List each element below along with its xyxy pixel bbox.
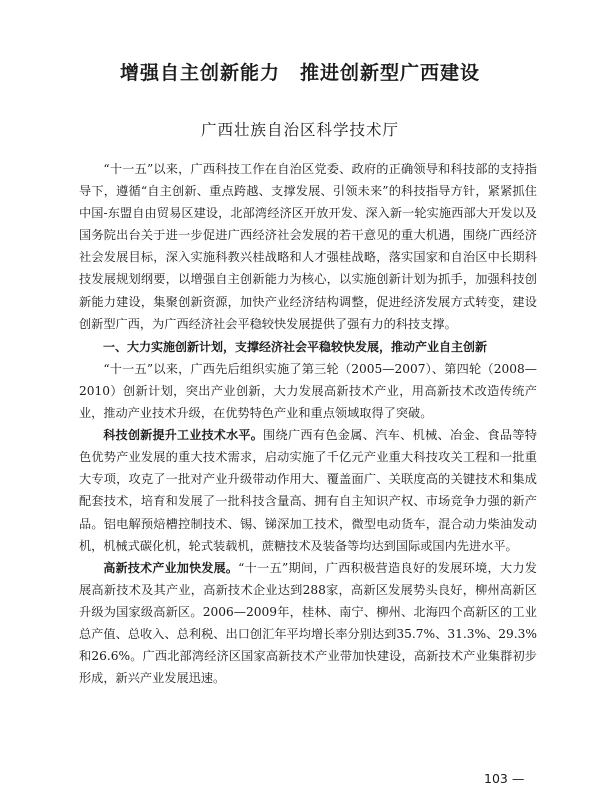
paragraph-lead: 高新技术产业加快发展。 <box>103 560 239 575</box>
body-paragraph: “十一五”以来，广西先后组织实施了第三轮（2005—2007）、第四轮（2008—2010）创新计划，突出产业创新，大力发展高新技术产业，用高新技术改造传统产业，推动产业技术升级，在优势特色产业和重点领域取得了突破。 <box>79 361 537 421</box>
article-body <box>79 158 537 689</box>
body-paragraph <box>79 557 537 690</box>
author-organization: 广西壮族自治区科学技术厅 <box>200 121 399 139</box>
article-title: 增强自主创新能力 推进创新型广西建设 <box>119 62 480 84</box>
paragraph-text: “十一五”期间，广西积极营造良好的发展环境，大力发展高新技术及其产业，高新技术企业达到288家，高新区发展势头良好，柳州高新区升级为国家级高新区。2006—2009年，桂林、南宁、柳州、北海四个高新区的工业总产值、总收入、总利税、出口创汇年平均增长率分别达到35.7%、31.3%、29.3%和26.6%。广西北部湾经济区国家高新技术产业带加快建设，高新技术产业集群初步形成，新兴产业发展迅速。 <box>79 560 537 686</box>
paragraph-text: 围绕广西有色金属、汽车、机械、冶金、食品等特色优势产业发展的重大技术需求，启动实施了千亿元产业重大科技攻关工程和一批重大专项，攻克了一批对产业升级带动作用大、覆盖面广、关联度高的关键技术和集成配套技术，培育和发展了一批科技含量高、拥有自主知识产权、市场竞争力强的新产品。铝电解预焙槽控制技术、锡、锑深加工技术，微型电动货车，混合动力柴油发动机，机械式碳化机，轮式装载机，蔗糖技术及装备等均达到国际或国内先进水平。 <box>79 428 537 553</box>
paragraph-lead: 科技创新提升工业技术水平。 <box>103 428 264 443</box>
page-number: 103 — <box>484 771 525 786</box>
body-paragraph <box>79 424 537 557</box>
section-heading: 一、大力实施创新计划，支撑经济社会平稳较快发展，推动产业自主创新 <box>103 339 488 354</box>
intro-paragraph: “十一五”以来，广西科技工作在自治区党委、政府的正确领导和科技部的支持指导下，遵循“自主创新、重点跨越、支撑发展、引领未来”的科技指导方针，紧紧抓住中国-东盟自由贸易区建设，北部湾经济区开放开发、深入新一轮实施西部大开发以及国务院出台关于进一步促进广西经济社会发展的若干意见的重大机遇，围绕广西经济社会发展目标，深入实施科教兴桂战略和人才强桂战略，落实国家和自治区中长期科技发展规划纲要，以增强自主创新能力为核心，以实施创新计划为抓手，加强科技创新能力建设，集聚创新资源，加快产业经济结构调整，促进经济发展方式转变，建设创新型广西，为广西经济社会平稳较快发展提供了强有力的科技支撑。 <box>79 162 537 331</box>
